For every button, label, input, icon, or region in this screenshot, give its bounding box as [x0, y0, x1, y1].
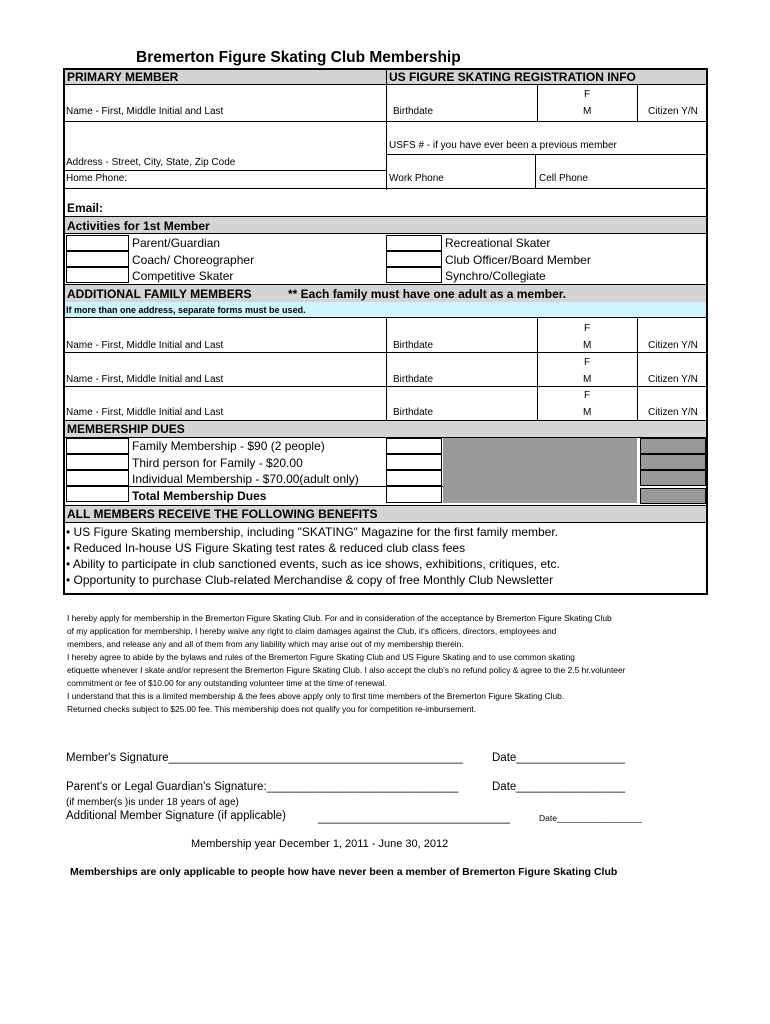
legal-line: I hereby agree to abide by the bylaws and rules of the Bremerton Figure Skating Club and US Figure Skating and to use common skating — [67, 652, 575, 662]
activity-synchro: Synchro/Collegiate — [445, 269, 546, 283]
activity-club-officer: Club Officer/Board Member — [445, 253, 591, 267]
family-gender-m-1[interactable]: M — [583, 340, 592, 351]
cell-phone-label: Cell Phone — [539, 173, 588, 184]
activity-recreational: Recreational Skater — [445, 236, 551, 250]
shaded-area — [443, 438, 637, 503]
family-gender-f-3[interactable]: F — [584, 390, 591, 401]
parent-guardian-checkbox[interactable] — [66, 235, 129, 251]
shaded-cell-4 — [640, 488, 706, 504]
family-citizen-2: Citizen Y/N — [648, 374, 698, 385]
legal-line: I understand that this is a limited membership & the fees above apply only to first time members of the Bremerton Figure Skating Club. — [67, 691, 565, 701]
work-phone-label: Work Phone — [389, 173, 444, 184]
total-blank — [66, 486, 129, 502]
activities-heading: Activities for 1st Member — [67, 219, 210, 233]
family-gender-m-2[interactable]: M — [583, 374, 592, 385]
benefits-heading: ALL MEMBERS RECEIVE THE FOLLOWING BENEFITS — [67, 507, 378, 521]
family-gender-f-1[interactable]: F — [584, 323, 591, 334]
total-amount-field[interactable] — [386, 486, 442, 503]
guardian-date-line[interactable]: Date_________________ — [492, 781, 626, 793]
primary-birthdate-label: Birthdate — [393, 106, 434, 117]
family-gender-f-2[interactable]: F — [584, 357, 591, 368]
legal-agreement — [67, 612, 707, 716]
individual-checkbox[interactable] — [66, 470, 129, 486]
divider — [537, 318, 538, 420]
divider — [65, 188, 706, 189]
home-phone-label: Home Phone: — [66, 173, 128, 184]
dues-family: Family Membership - $90 (2 people) — [132, 439, 325, 453]
minor-note: (if member(s )is under 18 years of age) — [66, 797, 239, 808]
dues-third-person: Third person for Family - $20.00 — [132, 456, 303, 470]
family-birthdate-3: Birthdate — [393, 407, 434, 418]
member-signature-line[interactable]: Member's Signature______________________________________________ — [66, 752, 463, 764]
divider — [537, 85, 538, 121]
primary-citizen-label: Citizen Y/N — [648, 106, 698, 117]
family-name-label-1: Name - First, Middle Initial and Last — [66, 340, 224, 351]
page-title: Bremerton Figure Skating Club Membership — [136, 49, 461, 66]
legal-line: of my application for membership, I hereby waive any right to claim damages against the Club, it's officers, directors, employees and — [67, 626, 557, 636]
divider — [637, 318, 638, 420]
member-date-line[interactable]: Date_________________ — [492, 752, 626, 764]
dues-heading: MEMBERSHIP DUES — [67, 422, 185, 436]
additional-date-line[interactable]: Date__________________ — [539, 813, 643, 823]
address-label: Address - Street, City, State, Zip Code — [66, 157, 236, 168]
family-name-label-3: Name - First, Middle Initial and Last — [66, 407, 224, 418]
shaded-cell-1 — [640, 438, 706, 454]
registration-info-heading: US FIGURE SKATING REGISTRATION INFO — [389, 70, 636, 84]
separate-forms-note: If more than one address, separate forms must be used. — [66, 305, 306, 315]
recreational-checkbox[interactable] — [386, 235, 442, 251]
primary-gender-f[interactable]: F — [584, 89, 591, 100]
competitive-skater-checkbox[interactable] — [66, 267, 129, 283]
family-heading: ADDITIONAL FAMILY MEMBERS — [67, 287, 252, 301]
divider — [65, 386, 706, 387]
activity-coach: Coach/ Choreographer — [132, 253, 255, 267]
shaded-cell-2 — [640, 454, 706, 470]
family-citizen-1: Citizen Y/N — [648, 340, 698, 351]
divider — [65, 352, 706, 353]
family-birthdate-2: Birthdate — [393, 374, 434, 385]
individual-amount-field[interactable] — [386, 470, 442, 486]
family-amount-field[interactable] — [386, 438, 442, 454]
guardian-signature-line[interactable]: Parent's or Legal Guardian's Signature:______________________________ — [66, 781, 459, 793]
divider — [386, 318, 387, 420]
additional-signature-label: Additional Member Signature (if applicable) — [66, 810, 286, 822]
third-person-checkbox[interactable] — [66, 454, 129, 470]
divider — [65, 170, 386, 171]
family-birthdate-1: Birthdate — [393, 340, 434, 351]
benefit-item: • Ability to participate in club sanctioned events, such as ice shows, exhibitions, critiques, etc. — [66, 557, 560, 571]
activity-competitive: Competitive Skater — [132, 269, 234, 283]
benefit-item: • Reduced In-house US Figure Skating test rates & reduced club class fees — [66, 541, 466, 555]
divider — [386, 154, 706, 155]
club-officer-checkbox[interactable] — [386, 251, 442, 267]
primary-gender-m[interactable]: M — [583, 106, 592, 117]
dues-individual: Individual Membership - $70.00(adult only) — [132, 472, 359, 486]
activity-parent-guardian: Parent/Guardian — [132, 236, 221, 250]
coach-checkbox[interactable] — [66, 251, 129, 267]
divider — [386, 70, 387, 190]
legal-line: Returned checks subject to $25.00 fee. This membership does not qualify you for competition re-imbursement. — [67, 704, 477, 714]
legal-line: members, and release any and all of them from any liability which may arise out of my membership therein. — [67, 639, 464, 649]
shaded-cell-3 — [640, 470, 706, 486]
family-membership-checkbox[interactable] — [66, 438, 129, 454]
divider — [637, 85, 638, 121]
additional-signature-line[interactable]: ______________________________ — [318, 812, 510, 824]
email-label: Email: — [67, 201, 104, 215]
synchro-checkbox[interactable] — [386, 267, 442, 283]
membership-year: Membership year December 1, 2011 - June 30, 2012 — [191, 838, 449, 850]
primary-member-heading: PRIMARY MEMBER — [67, 70, 179, 84]
legal-line: etiquette whenever I skate and/or represent the Bremerton Figure Skating Club. I also accept the club's no refund policy & agree to the 2.5 hr.volunteer — [67, 665, 626, 675]
family-adult-note: ** Each family must have one adult as a member. — [288, 287, 567, 301]
third-person-amount-field[interactable] — [386, 454, 442, 470]
dues-total-label: Total Membership Dues — [132, 489, 267, 503]
divider — [535, 154, 536, 189]
family-gender-m-3[interactable]: M — [583, 407, 592, 418]
divider — [65, 121, 706, 122]
usfs-number-label: USFS # - if you have ever been a previous member — [389, 140, 617, 151]
legal-line: I hereby apply for membership in the Bremerton Figure Skating Club. For and in consideration of the acceptance by Bremerton Figure Skating Club — [67, 613, 612, 623]
benefit-item: • US Figure Skating membership, including "SKATING" Magazine for the first family member. — [66, 525, 559, 539]
family-name-label-2: Name - First, Middle Initial and Last — [66, 374, 224, 385]
primary-name-label: Name - First, Middle Initial and Last — [66, 106, 224, 117]
benefit-item: • Opportunity to purchase Club-related Merchandise & copy of free Monthly Club Newsletter — [66, 573, 554, 587]
family-citizen-3: Citizen Y/N — [648, 407, 698, 418]
legal-line: commitment or fee of $10.00 for any outstanding volunteer time at the time of renewal. — [67, 678, 387, 688]
footer-note: Memberships are only applicable to people how have never been a member of Bremerton Figure Skating Club — [70, 866, 618, 878]
